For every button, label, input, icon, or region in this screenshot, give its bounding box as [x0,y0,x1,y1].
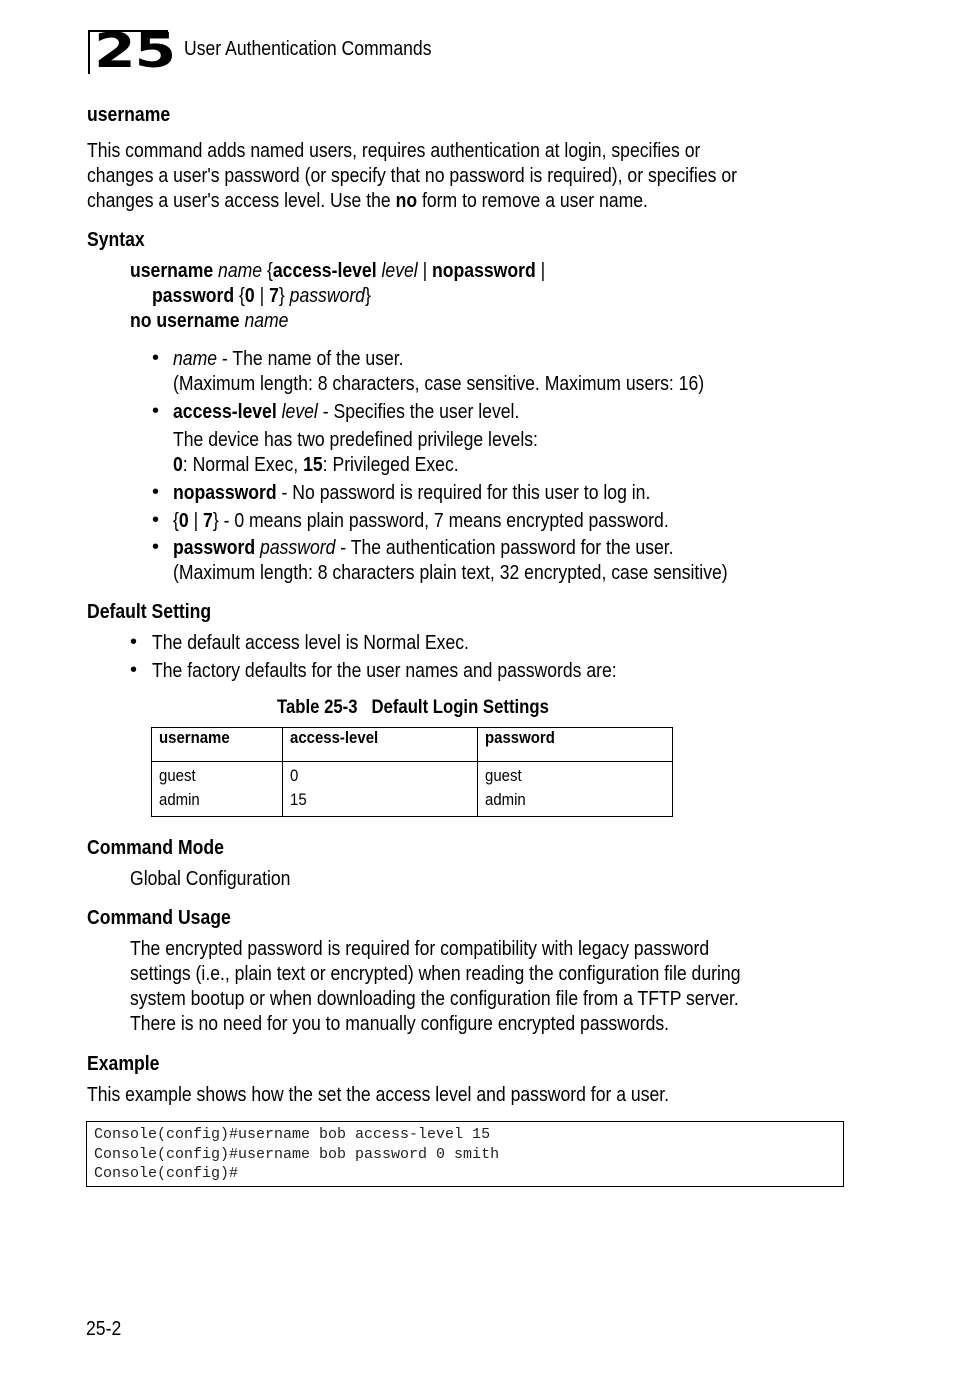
syntax-heading: Syntax [87,229,145,251]
bullet-icon: • [152,347,160,369]
default-setting-heading: Default Setting [87,601,212,623]
bullet-icon: • [152,400,160,422]
bullet-icon: • [152,481,160,503]
table-row [152,762,673,817]
code-line: Console(config)# [94,1165,239,1182]
bullet-icon: • [152,536,160,558]
bullet-icon: • [152,509,160,531]
column-header: password [478,728,673,762]
command-description: This command adds named users, requires authentication at login, specifies or changes a user's password (or specify that no password is required), or specifies or changes a user's access level. Use the no form to remove a user name. [87,140,737,212]
command-usage-heading: Command Usage [87,907,231,929]
syntax-block: username name {access-level level | nopassword | password {0 | 7} password} no username name [130,260,546,332]
param-access-level: access-level level - Specifies the user level. The device has two predefined privilege levels: 0: Normal Exec, 15: Privileged Exec. [173,401,538,476]
table-caption: Table 25-3 Default Login Settings [277,697,549,718]
command-title: username [87,104,171,126]
example-intro: This example shows how the set the access level and password for a user. [87,1084,670,1106]
chapter-number-box [88,23,175,79]
table-header-row [152,728,673,762]
bullet-icon: • [130,659,138,681]
param-password: password password - The authentication password for the user. (Maximum length: 8 characters plain text, 32 encrypted, case sensitive) [173,537,728,584]
column-header: access-level [283,728,478,762]
chapter-number: 25 [94,23,175,79]
table-cell: guest admin [152,762,283,817]
example-code-block [86,1121,844,1187]
table-cell: guest admin [478,762,673,817]
column-header: username [152,728,283,762]
default-setting-item: The factory defaults for the user names and passwords are: [152,660,617,682]
command-mode-value: Global Configuration [130,868,291,890]
param-name: name - The name of the user. (Maximum length: 8 characters, case sensitive. Maximum users: 16) [173,348,705,395]
chapter-title: User Authentication Commands [184,38,432,60]
param-encryption-type: {0 | 7} - 0 means plain password, 7 means encrypted password. [173,510,669,532]
code-line: Console(config)#username bob password 0 smith [94,1145,500,1163]
page-number: 25-2 [86,1318,122,1340]
code-line: Console(config)#username bob access-level 15 [94,1126,491,1143]
command-usage-text: The encrypted password is required for compatibility with legacy password settings (i.e., plain text or encrypted) when reading the configuration file during system bootup or when downloading the configuration file from a TFTP server. There is no need for you to manually configure encrypted passwords. [130,938,741,1035]
default-login-table [151,727,673,817]
table-cell: 0 15 [283,762,478,817]
default-setting-item: The default access level is Normal Exec. [152,632,469,654]
command-mode-heading: Command Mode [87,837,224,859]
bullet-icon: • [130,631,138,653]
example-heading: Example [87,1053,160,1075]
param-nopassword: nopassword - No password is required for this user to log in. [173,482,651,504]
